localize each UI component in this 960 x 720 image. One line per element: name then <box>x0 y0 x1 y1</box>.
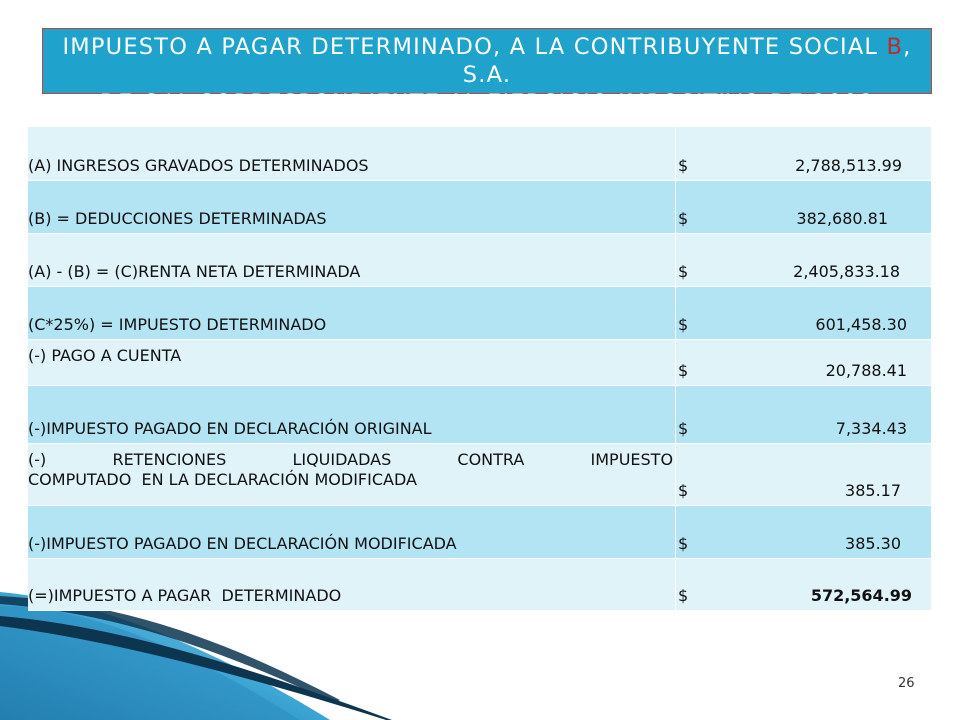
row-amount: 2,405,833.18 <box>793 261 901 281</box>
row-label: (A) INGRESOS GRAVADOS DETERMINADOS <box>28 127 676 180</box>
row-amount: 7,334.43 <box>835 418 908 438</box>
row-label: (-)IMPUESTO PAGADO EN DECLARACIÓN ORIGINAL <box>28 385 676 443</box>
row-amount: 382,680.81 <box>796 208 889 228</box>
page-number: 26 <box>898 676 915 691</box>
row-amount: 385.17 <box>845 480 902 500</box>
row-label: (A) - (B) = (C)RENTA NETA DETERMINADA <box>28 233 676 286</box>
row-label-line-2: COMPUTADO EN LA DECLARACIÓN MODIFICADA <box>28 469 417 489</box>
title-line-2: DE C.V. CORRESPONDIENTE AL EJERCICIO IMPOSITIVO DE 2008 <box>99 90 875 116</box>
row-label: (=)IMPUESTO A PAGAR DETERMINADO <box>28 558 676 610</box>
currency-symbol: $ <box>678 480 689 500</box>
row-label: (-)IMPUESTO PAGADO EN DECLARACIÓN MODIFICADA <box>28 505 676 558</box>
table-row <box>28 127 932 180</box>
currency-symbol: $ <box>678 208 689 228</box>
table-row <box>28 558 932 610</box>
table-row <box>28 286 932 339</box>
currency-symbol: $ <box>678 155 689 175</box>
currency-symbol: $ <box>678 360 689 380</box>
title-line-1: IMPUESTO A PAGAR DETERMINADO, A LA CONTRIBUYENTE SOCIAL B, S.A. <box>62 34 912 88</box>
row-label: (-) PAGO A CUENTA <box>28 339 676 385</box>
table-row <box>28 505 932 558</box>
row-label: (B) = DEDUCCIONES DETERMINADAS <box>28 180 676 233</box>
currency-symbol: $ <box>678 314 689 334</box>
row-label: (C*25%) = IMPUESTO DETERMINADO <box>28 286 676 339</box>
table-row <box>28 180 932 233</box>
row-amount: 601,458.30 <box>815 314 908 334</box>
row-amount: 2,788,513.99 <box>795 155 903 175</box>
table-row <box>28 443 932 505</box>
table-row <box>28 385 932 443</box>
row-amount: 20,788.41 <box>825 360 908 380</box>
currency-symbol: $ <box>678 418 689 438</box>
table-row <box>28 339 932 385</box>
tax-table <box>28 127 932 611</box>
row-amount-total: 572,564.99 <box>810 585 913 605</box>
currency-symbol: $ <box>678 261 689 281</box>
table-row <box>28 233 932 286</box>
row-label-line-1: (-) RETENCIONES LIQUIDADAS CONTRA IMPUESTO <box>28 449 674 469</box>
title-accent-letter: B <box>886 34 904 60</box>
currency-symbol: $ <box>678 585 689 605</box>
row-label <box>28 443 676 505</box>
currency-symbol: $ <box>678 533 689 553</box>
slide-title <box>42 28 932 116</box>
row-amount: 385.30 <box>845 533 902 553</box>
